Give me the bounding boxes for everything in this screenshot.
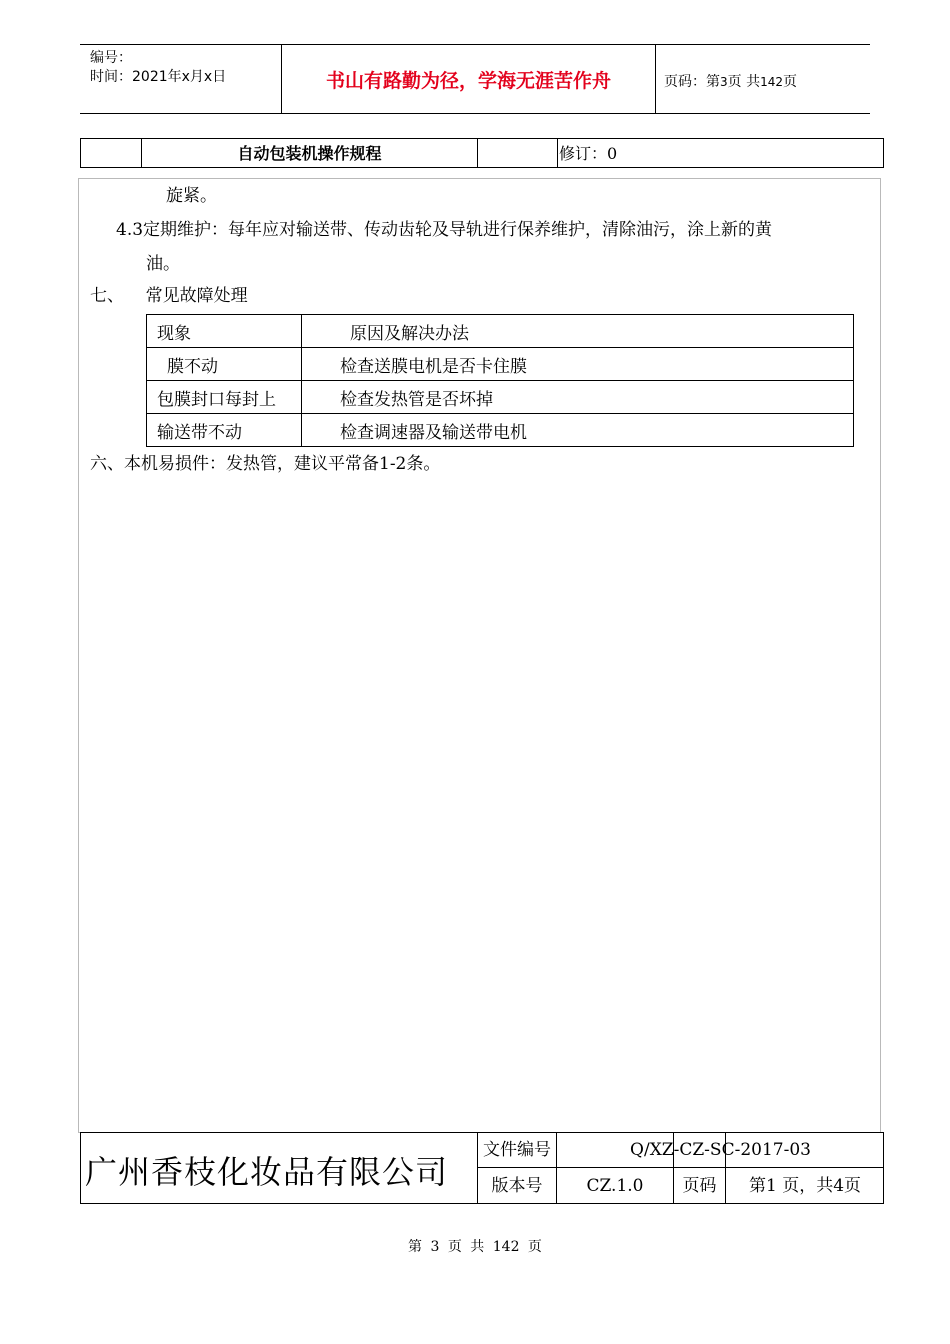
page-total: 142 bbox=[760, 75, 783, 89]
table-header-cell: 原因及解决办法 bbox=[302, 315, 854, 348]
header-top-rule bbox=[80, 44, 870, 45]
revision-label: 修订：0 bbox=[559, 144, 618, 163]
company-name: 广州香枝化妆品有限公司 bbox=[85, 1153, 449, 1191]
header-motto: 书山有路勤为径，学海无涯苦作舟 bbox=[325, 70, 611, 92]
page-prefix: 页码：第 bbox=[664, 74, 720, 90]
header-meta bbox=[90, 49, 226, 87]
title-table bbox=[80, 138, 884, 168]
doc-no-value: Q/XZ-CZ-SC-2017-03 bbox=[630, 1140, 811, 1160]
section-heading-7: 七、 常见故障处理 bbox=[90, 286, 248, 306]
body-line: 旋紧。 bbox=[166, 186, 217, 206]
page-current: 3 bbox=[720, 75, 728, 89]
table-header-cell: 现象 bbox=[147, 315, 302, 348]
header-bottom-rule bbox=[80, 113, 870, 114]
header-page-info bbox=[664, 71, 797, 91]
body-line: 油。 bbox=[146, 254, 180, 274]
version-value: CZ.1.0 bbox=[586, 1176, 644, 1196]
page-number: 第 3 页 共 142 页 bbox=[408, 1239, 542, 1255]
table-cell: 检查送膜电机是否卡住膜 bbox=[302, 348, 854, 381]
title-cell-divider bbox=[557, 139, 558, 167]
table-cell: 输送带不动 bbox=[147, 414, 302, 447]
doc-title: 自动包装机操作规程 bbox=[237, 144, 382, 163]
table-row bbox=[147, 348, 854, 381]
footer-page-label: 页码 bbox=[682, 1176, 717, 1196]
footer-page-value: 第1 页，共4页 bbox=[748, 1176, 862, 1196]
footer-row-rule bbox=[477, 1167, 883, 1168]
page-suffix: 页 bbox=[783, 74, 797, 90]
section-heading-6: 六、本机易损件：发热管，建议平常备1-2条。 bbox=[90, 454, 441, 474]
doc-time-label: 时间：2021年x月x日 bbox=[90, 69, 227, 85]
fault-table bbox=[146, 314, 854, 447]
body-line: 4.3定期维护：每年应对输送带、传动齿轮及导轨进行保养维护，清除油污，涂上新的黄 bbox=[116, 220, 773, 240]
header-divider bbox=[655, 44, 656, 114]
footer-table bbox=[80, 1132, 884, 1204]
doc-no-label: 文件编号 bbox=[483, 1140, 551, 1160]
table-cell: 膜不动 bbox=[147, 348, 302, 381]
table-cell: 包膜封口每封上 bbox=[147, 381, 302, 414]
page-header bbox=[80, 44, 870, 114]
doc-number-label: 编号： bbox=[90, 50, 132, 66]
table-row bbox=[147, 414, 854, 447]
table-row bbox=[147, 381, 854, 414]
table-header-row bbox=[147, 315, 854, 348]
page-mid: 页 共 bbox=[727, 74, 761, 90]
table-cell: 检查调速器及输送带电机 bbox=[302, 414, 854, 447]
table-cell: 检查发热管是否坏掉 bbox=[302, 381, 854, 414]
version-label: 版本号 bbox=[491, 1176, 543, 1196]
